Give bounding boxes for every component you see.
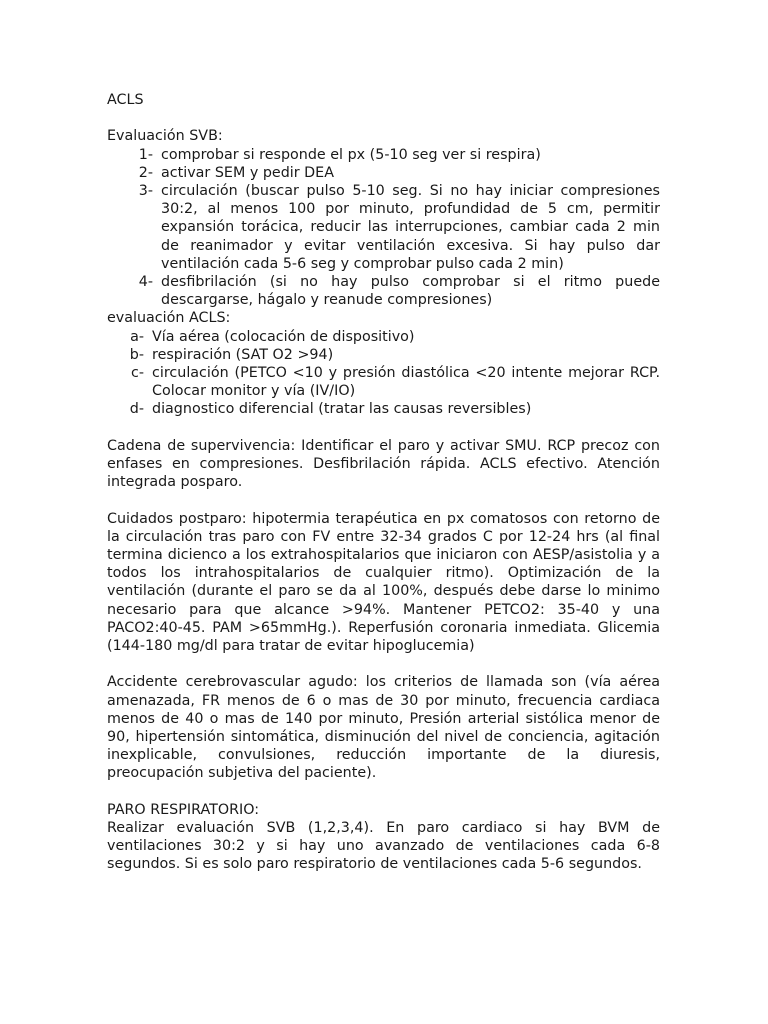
list-item-text: diagnostico diferencial (tratar las causas reversibles) [152,401,532,418]
acls-eval-item [107,346,660,364]
list-marker: c- [130,365,144,382]
svb-item [107,146,660,164]
svb-item [107,164,660,182]
list-marker: 1- [138,146,153,163]
cadena-paragraph: Cadena de supervivencia: Identificar el paro y activar SMU. RCP precoz con enfases en compresiones. Desfibrilación rápida. ACLS efectivo. Atención integrada posparo. [107,437,660,491]
list-item-text: desfibrilación (si no hay pulso comprobar si el ritmo puede descargarse, hágalo y reanude compresiones) [161,274,660,309]
document-title: ACLS [107,92,144,108]
list-marker: a- [130,328,144,345]
list-item-text: circulación (PETCO <10 y presión diastólica <20 intente mejorar RCP. Colocar monitor y vía (IV/IO) [152,365,660,400]
list-item-text: respiración (SAT O2 >94) [152,346,334,363]
list-item-text: comprobar si responde el px (5-10 seg ver si respira) [161,146,541,163]
accidente-paragraph: Accidente cerebrovascular agudo: los criterios de llamada son (vía aérea amenazada, FR menos de 6 o mas de 30 por minuto, frecuencia cardiaca menos de 40 o mas de 140 por minuto, Presión arterial sistólica menor de 90, hipertensión sintomática, disminución del nivel de conciencia, agitación inexplicable, convulsiones, reducción importante de la diuresis, preocupación subjetiva del paciente). [107,674,660,782]
acls-eval-list [107,328,660,419]
acls-eval-item [107,364,660,400]
blank-line [107,109,660,127]
blank-line [107,491,660,509]
list-marker: 3- [138,183,153,199]
blank-line [107,655,660,673]
svb-list [107,146,660,310]
list-marker: 4- [138,274,153,291]
list-marker: d- [129,401,144,418]
blank-line [107,783,660,801]
list-item-text: circulación (buscar pulso 5-10 seg. Si no hay iniciar compresiones 30:2, al menos 100 por minuto, profundidad de 5 cm, permitir expansión torácica, reducir las interrupciones, cambiar cada 2 min de reanimador y evitar ventilación excesiva. Si hay pulso dar ventilación cada 5-6 seg y comprobar pulso cada 2 min) [161,183,660,272]
list-marker: 2- [138,164,153,181]
list-marker: b- [129,346,144,363]
svb-heading: Evaluación SVB: [107,128,223,145]
svb-item [107,182,660,273]
cuidados-paragraph: Cuidados postparo: hipotermia terapéutica en px comatosos con retorno de la circulación tras paro con FV entre 32-34 grados C por 12-24 hrs (al final termina dicienco a los extrahospitalarios que iniciaron con AESP/asistolia y a todos los intrahospitalarios de cualquier ritmo). Optimización de la ventilación (durante el paro se da al 100%, después debe darse lo minimo necesario para que alcance >94%. Mantener PETCO2: 35-40 y una PACO2:40-45. PAM >65mmHg.). Reperfusión coronaria inmediata. Glicemia (144-180 mg/dl para tratar de evitar hipoglucemia) [107,510,660,655]
blank-line [107,419,660,437]
paro-heading: PARO RESPIRATORIO: [107,801,260,818]
list-item-text: Vía aérea (colocación de dispositivo) [152,328,415,345]
paro-paragraph: Realizar evaluación SVB (1,2,3,4). En paro cardiaco si hay BVM de ventilaciones 30:2 y si hay uno avanzado de ventilaciones cada 6-8 segundos. Si es solo paro respiratorio de ventilaciones cada 5-6 segundos. [107,820,660,873]
list-item-text: activar SEM y pedir DEA [161,164,335,181]
document-body [107,91,660,874]
acls-eval-heading: evaluación ACLS: [107,310,231,327]
svb-item [107,273,660,309]
acls-eval-item [107,400,660,418]
acls-eval-item [107,328,660,346]
